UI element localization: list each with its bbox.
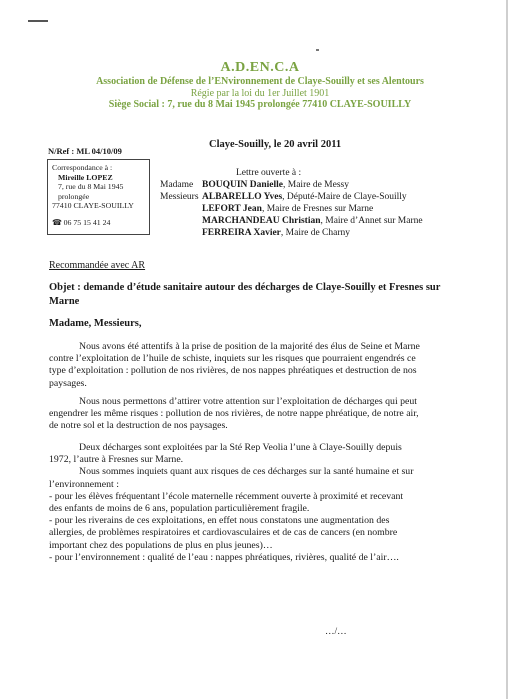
paragraph-line: des enfants de moins de 6 ans, population particulièrement fragile.: [49, 503, 310, 515]
paragraph-line: Nous avons été attentifs à la prise de position de la majorité des élus de Seine et Marne: [79, 341, 420, 352]
recipient-line: [202, 180, 349, 192]
paragraph-line: Deux décharges sont exploitées par la Sté Rep Veolia l’une à Claye-Souilly depuis: [79, 442, 402, 453]
paragraph-line: - pour les riverains de ces exploitations, en effet nous constatons une augmentation des: [49, 515, 390, 527]
letter-subject: Objet : demande d’étude sanitaire autour des décharges de Claye-Souilly et Fresnes sur Marne: [49, 282, 441, 307]
recipient-salutation: Messieurs: [160, 192, 199, 202]
letter-reference: N/Ref : ML 04/10/09: [48, 146, 122, 156]
letter-greeting: Madame, Messieurs,: [49, 318, 142, 329]
scan-speck: [316, 49, 319, 51]
correspondent-address-1: 7, rue du 8 Mai 1945: [58, 182, 124, 191]
paragraph-line: Nous sommes inquiets quant aux risques de ces décharges sur la santé humaine et sur: [79, 466, 414, 478]
correspondent-name: Mireille LOPEZ: [58, 172, 113, 182]
correspondent-phone: ☎ 06 75 15 41 24: [52, 217, 111, 227]
letter-date: Claye-Souilly, le 20 avril 2011: [209, 139, 342, 150]
paragraph-1: [49, 341, 447, 390]
recipient-line: [202, 204, 373, 216]
recipient-name: ALBARELLO Yves: [202, 192, 283, 202]
correspondent-address-3: 77410 CLAYE-SOUILLY: [52, 201, 134, 210]
paragraph-line: engendrer les même risques : pollution de nos rivières, de notre nappe phréatique, de notre air,: [49, 408, 419, 420]
scan-mark: [28, 20, 48, 22]
recipient-name: LEFORT Jean: [202, 204, 262, 214]
paragraph-line: Nous nous permettons d’attirer votre attention sur l’exploitation de décharges qui peut: [79, 396, 417, 407]
recipient-role: , Député-Maire de Claye-Souilly: [282, 192, 407, 202]
recipient-line: [202, 228, 350, 240]
paragraph-line: type d’exploitation : pollution de nos rivières, de nos nappes phréatiques et destruction de nos: [49, 365, 417, 377]
correspondent-address-2: prolongée: [58, 191, 90, 201]
org-title: A.D.EN.C.A: [220, 60, 300, 75]
correspondence-label: Correspondance à :: [52, 163, 113, 172]
registered-mail-note: Recommandée avec AR: [49, 260, 146, 271]
recipient-name: FERREIRA Xavier: [202, 228, 281, 238]
recipient-role: , Maire de Messy: [283, 180, 349, 190]
paragraph-line: 1972, l’autre à Fresnes sur Marne.: [49, 454, 184, 466]
recipient-line: [202, 192, 407, 204]
correspondence-box: [47, 159, 150, 235]
paragraph-3: [49, 442, 447, 564]
paragraph-line: paysages.: [49, 377, 87, 389]
recipient-role: , Maire de Charny: [280, 228, 351, 238]
recipient-role: , Maire d’Annet sur Marne: [320, 216, 423, 226]
paragraph-line: important chez des populations de plus en plus jeunes)…: [49, 539, 273, 551]
paragraph-line: - pour l’environnement : qualité de l’eau : nappes phréatiques, rivières, qualité de l’air….: [49, 551, 399, 563]
org-legal: Régie par la loi du 1er Juillet 1901: [190, 88, 330, 99]
recipient-role: , Maire de Fresnes sur Marne: [261, 204, 374, 214]
paragraph-line: allergies, de problèmes respiratoires et cardiovasculaires et de cas de cancers (en nombre: [49, 527, 398, 539]
recipient-salutation: Madame: [160, 180, 194, 190]
continuation-mark: …/…: [325, 627, 347, 637]
recipient-line: [202, 216, 423, 228]
paragraph-2: [49, 396, 447, 433]
org-fullname: Association de Défense de l’ENvironnement de Claye-Souilly et ses Alentours: [96, 76, 424, 87]
recipient-name: MARCHANDEAU Christian: [202, 216, 321, 226]
paragraph-line: de notre sol et la destruction de nos paysages.: [49, 420, 228, 432]
org-address: Siège Social : 7, rue du 8 Mai 1945 prolongée 77410 CLAYE-SOUILLY: [108, 99, 412, 110]
recipient-name: BOUQUIN Danielle: [202, 180, 284, 190]
paragraph-line: contre l’exploitation de l’huile de schiste, inquiets sur les risques que pourraient engendrés ce: [49, 353, 416, 365]
open-letter-heading: Lettre ouverte à :: [236, 168, 302, 178]
paragraph-line: l’environnement :: [49, 478, 119, 490]
paragraph-line: - pour les élèves fréquentant l’école maternelle récemment ouverte à proximité et recevant: [49, 490, 404, 502]
